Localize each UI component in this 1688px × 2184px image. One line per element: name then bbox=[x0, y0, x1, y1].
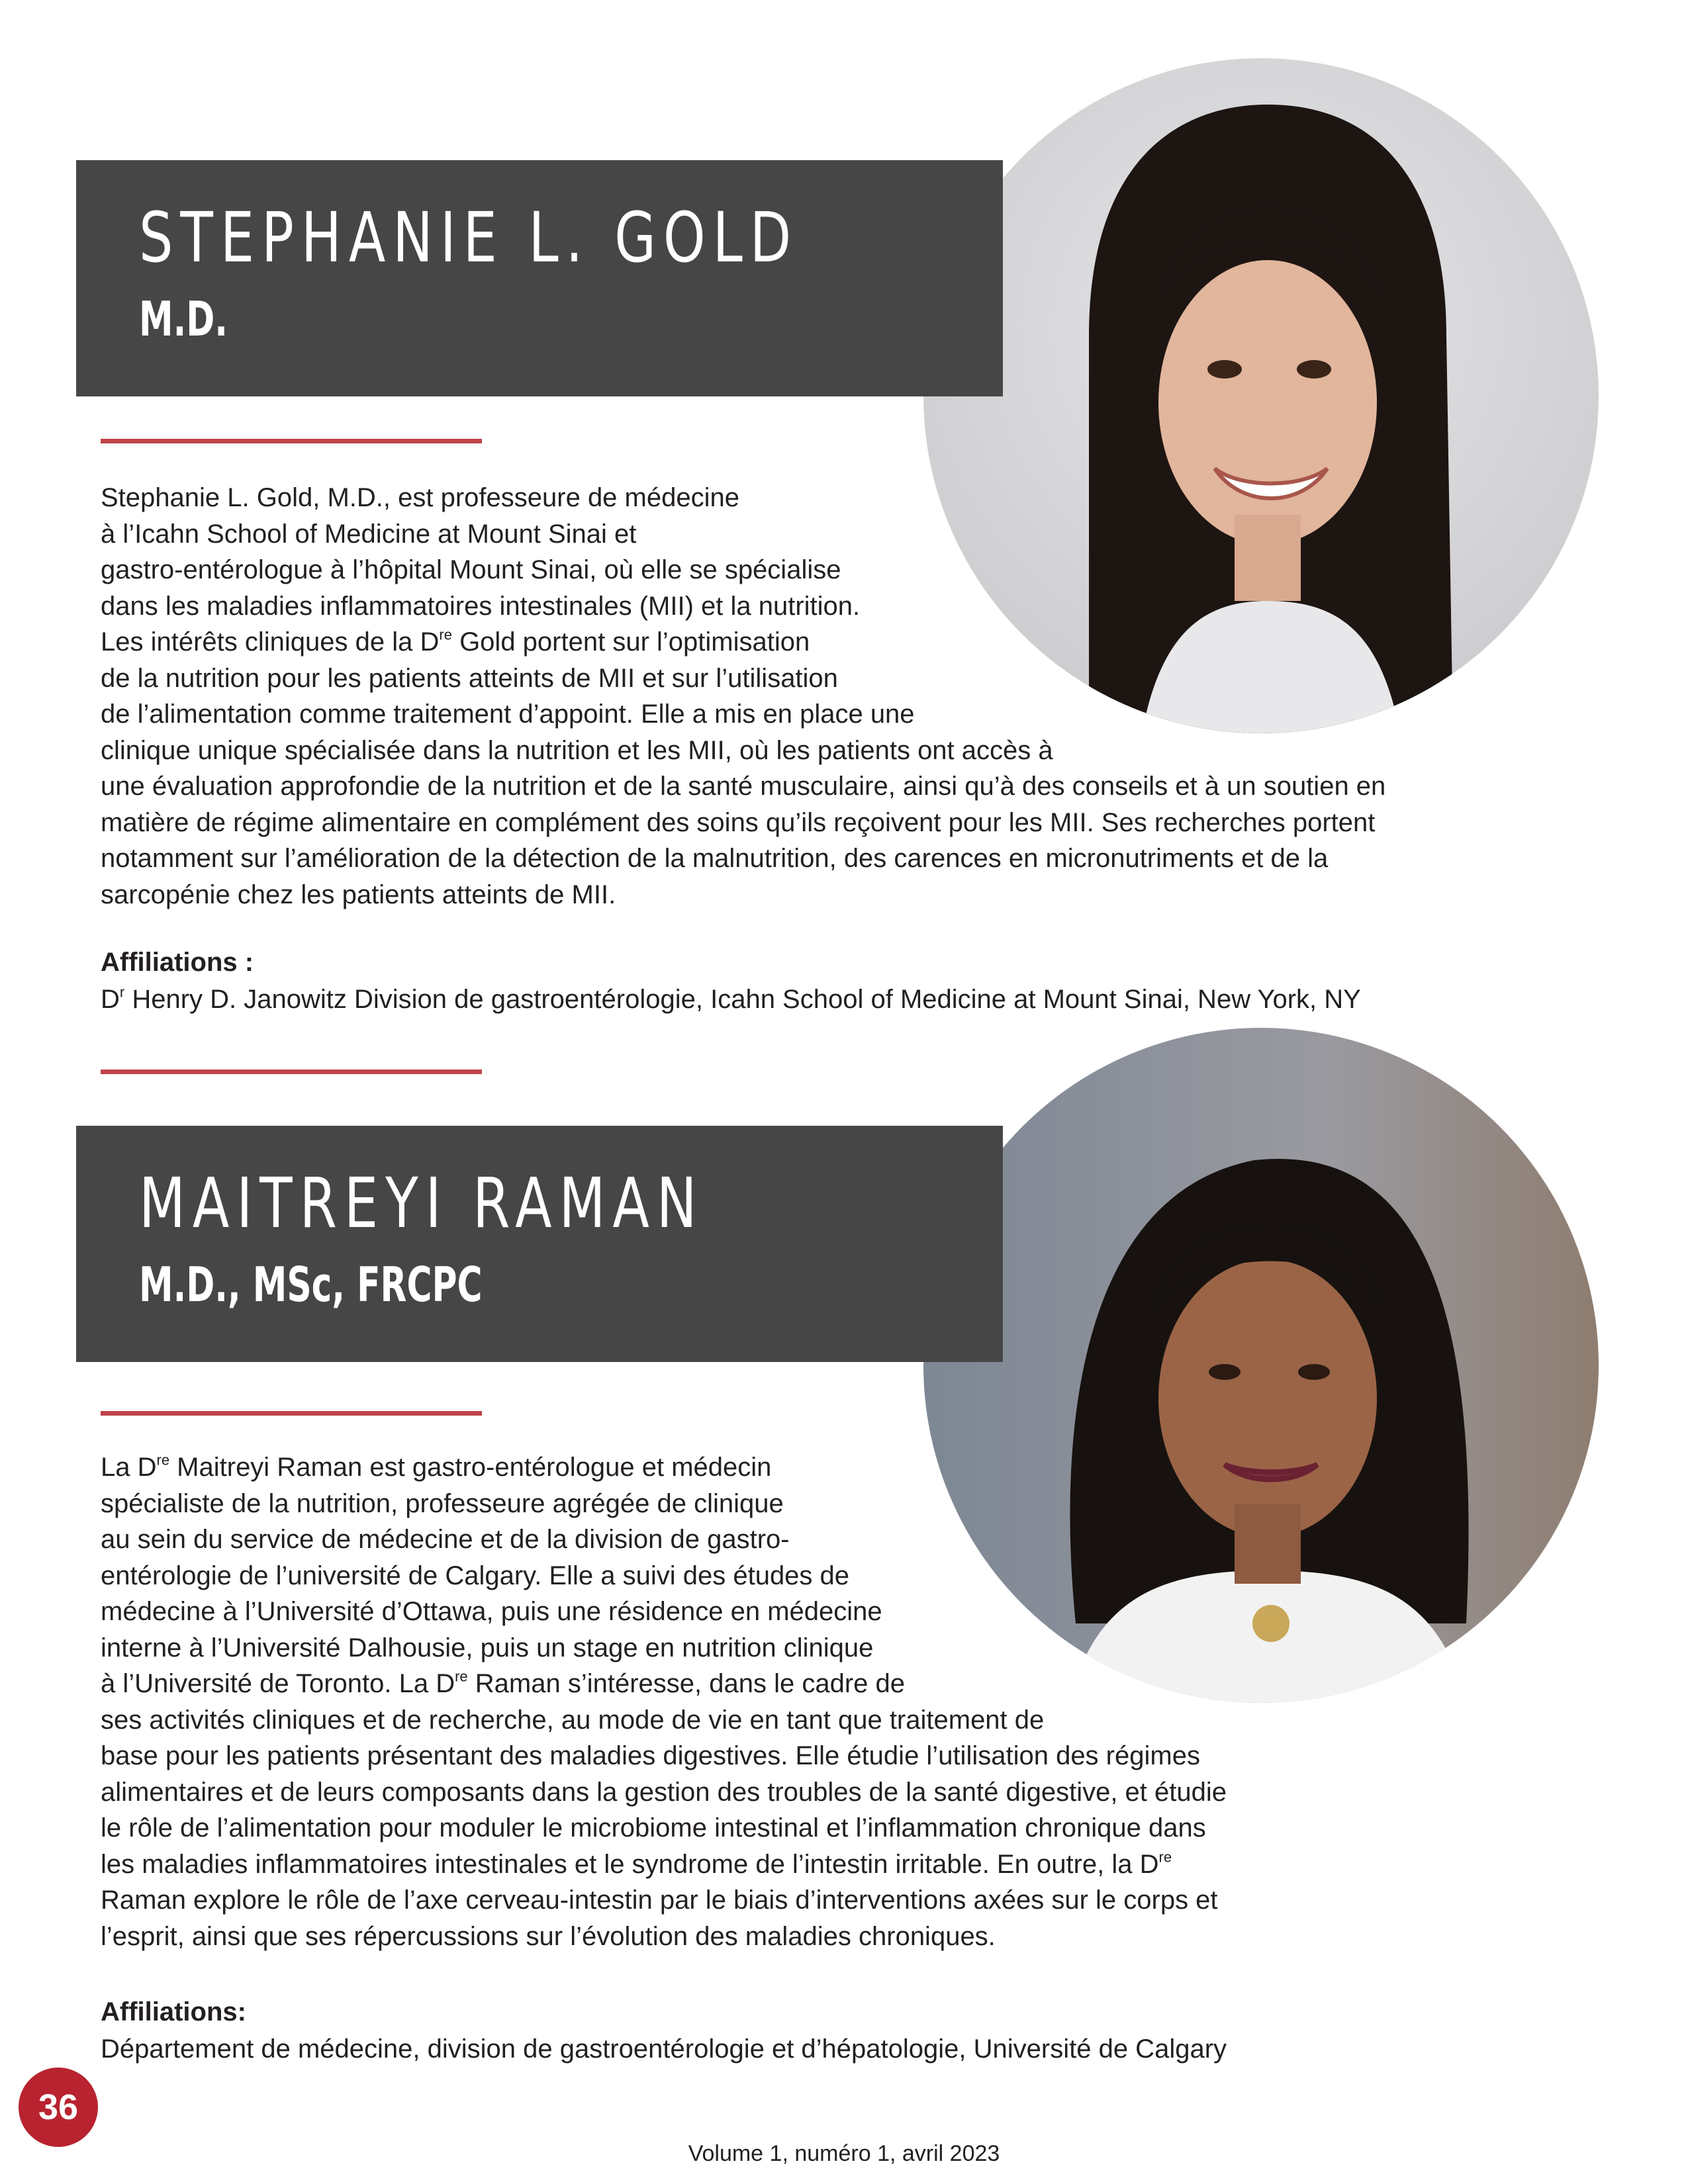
bio-line: entérologie de l’université de Calgary. Elle a suivi des études de bbox=[101, 1561, 850, 1590]
affiliations-text: $D^r$ Henry D. Janowitz Division de gastroentérologie, Icahn School of Medicine at Mount Sinai, New York, NY bbox=[101, 983, 1361, 1014]
bio-line: à l’Université de Toronto. La Dre Raman s’intéresse, dans le cadre de bbox=[101, 1668, 906, 1698]
bio-line: l’esprit, ainsi que ses répercussions sur l’évolution des maladies chroniques. bbox=[101, 1921, 996, 1951]
bio-line: au sein du service de médecine et de la division de gastro- bbox=[101, 1525, 790, 1554]
bio-line: Stephanie L. Gold, M.D., est professeure de médecine bbox=[101, 483, 739, 512]
affiliations-heading: Affiliations : bbox=[101, 948, 254, 977]
bio-line: matière de régime alimentaire en complément des soins qu’ils reçoivent pour les MII. Ses recherches portent bbox=[101, 807, 1376, 837]
bio-line: Raman explore le rôle de l’axe cerveau-intestin par le biais d’interventions axées sur le corps et bbox=[101, 1886, 1218, 1915]
profile-name: STEPHANIE L. GOLD bbox=[139, 197, 799, 278]
issue-footer: Volume 1, numéro 1, avril 2023 bbox=[688, 2141, 1000, 2166]
section-divider bbox=[101, 439, 482, 443]
bio-line: de l’alimentation comme traitement d’appoint. Elle a mis en place une bbox=[101, 700, 915, 729]
bio-line: dans les maladies inflammatoires intestinales (MII) et la nutrition. bbox=[101, 591, 861, 621]
bio-line: le rôle de l’alimentation pour moduler le microbiome intestinal et l’inflammation chronique dans bbox=[101, 1813, 1206, 1843]
bio-line: Les intérêts cliniques de la Dre Gold portent sur l’optimisation bbox=[101, 626, 810, 657]
bio-line: de la nutrition pour les patients atteints de MII et sur l’utilisation bbox=[101, 663, 838, 693]
profile-bio bbox=[101, 480, 1385, 913]
bio-line: base pour les patients présentant des maladies digestives. Elle étudie l’utilisation des régimes bbox=[101, 1741, 1200, 1770]
affiliations-text: Département de médecine, division de gastroentérologie et d’hépatologie, Université de Calgary bbox=[101, 2034, 1227, 2064]
bio-line: une évaluation approfondie de la nutrition et de la santé musculaire, ainsi qu’à des conseils et à un soutien en bbox=[101, 772, 1386, 801]
bio-line: ses activités cliniques et de recherche, au mode de vie en tant que traitement de bbox=[101, 1705, 1045, 1735]
bio-line: alimentaires et de leurs composants dans la gestion des troubles de la santé digestive, et étudie bbox=[101, 1777, 1227, 1807]
bio-line: clinique unique spécialisée dans la nutrition et les MII, où les patients ont accès à bbox=[101, 735, 1053, 765]
bio-line: spécialiste de la nutrition, professeure agrégée de clinique bbox=[101, 1488, 784, 1518]
section-divider bbox=[101, 1411, 482, 1416]
profile-credentials: M.D. bbox=[139, 291, 228, 347]
section-divider bbox=[101, 1069, 482, 1074]
bio-line: les maladies inflammatoires intestinales et le syndrome de l’intestin irritable. En outre, la Dre bbox=[101, 1848, 1172, 1879]
page-number: 36 bbox=[38, 2087, 79, 2127]
page-number-badge bbox=[19, 2068, 98, 2147]
bio-line: La Dre Maitreyi Raman est gastro-entérologue et médecin bbox=[101, 1451, 772, 1482]
profile-banner bbox=[76, 160, 1003, 396]
bio-line: sarcopénie chez les patients atteints de MII. bbox=[101, 880, 616, 909]
profile-credentials: M.D., MSc, FRCPC bbox=[139, 1257, 483, 1312]
affiliations-heading: Affiliations: bbox=[101, 1997, 246, 2026]
bio-line: à l’Icahn School of Medicine at Mount Sinai et bbox=[101, 519, 637, 549]
bio-line: interne à l’Université Dalhousie, puis un stage en nutrition clinique bbox=[101, 1633, 874, 1662]
bio-line: gastro-entérologue à l’hôpital Mount Sinai, où elle se spécialise bbox=[101, 555, 841, 584]
bio-line: notamment sur l’amélioration de la détection de la malnutrition, des carences en micronutriments et de la bbox=[101, 844, 1329, 873]
profile-bio bbox=[101, 1449, 1227, 1954]
profile-name: MAITREYI RAMAN bbox=[139, 1163, 704, 1244]
bio-line: médecine à l’Université d’Ottawa, puis une résidence en médecine bbox=[101, 1597, 882, 1626]
profile-banner bbox=[76, 1126, 1003, 1362]
